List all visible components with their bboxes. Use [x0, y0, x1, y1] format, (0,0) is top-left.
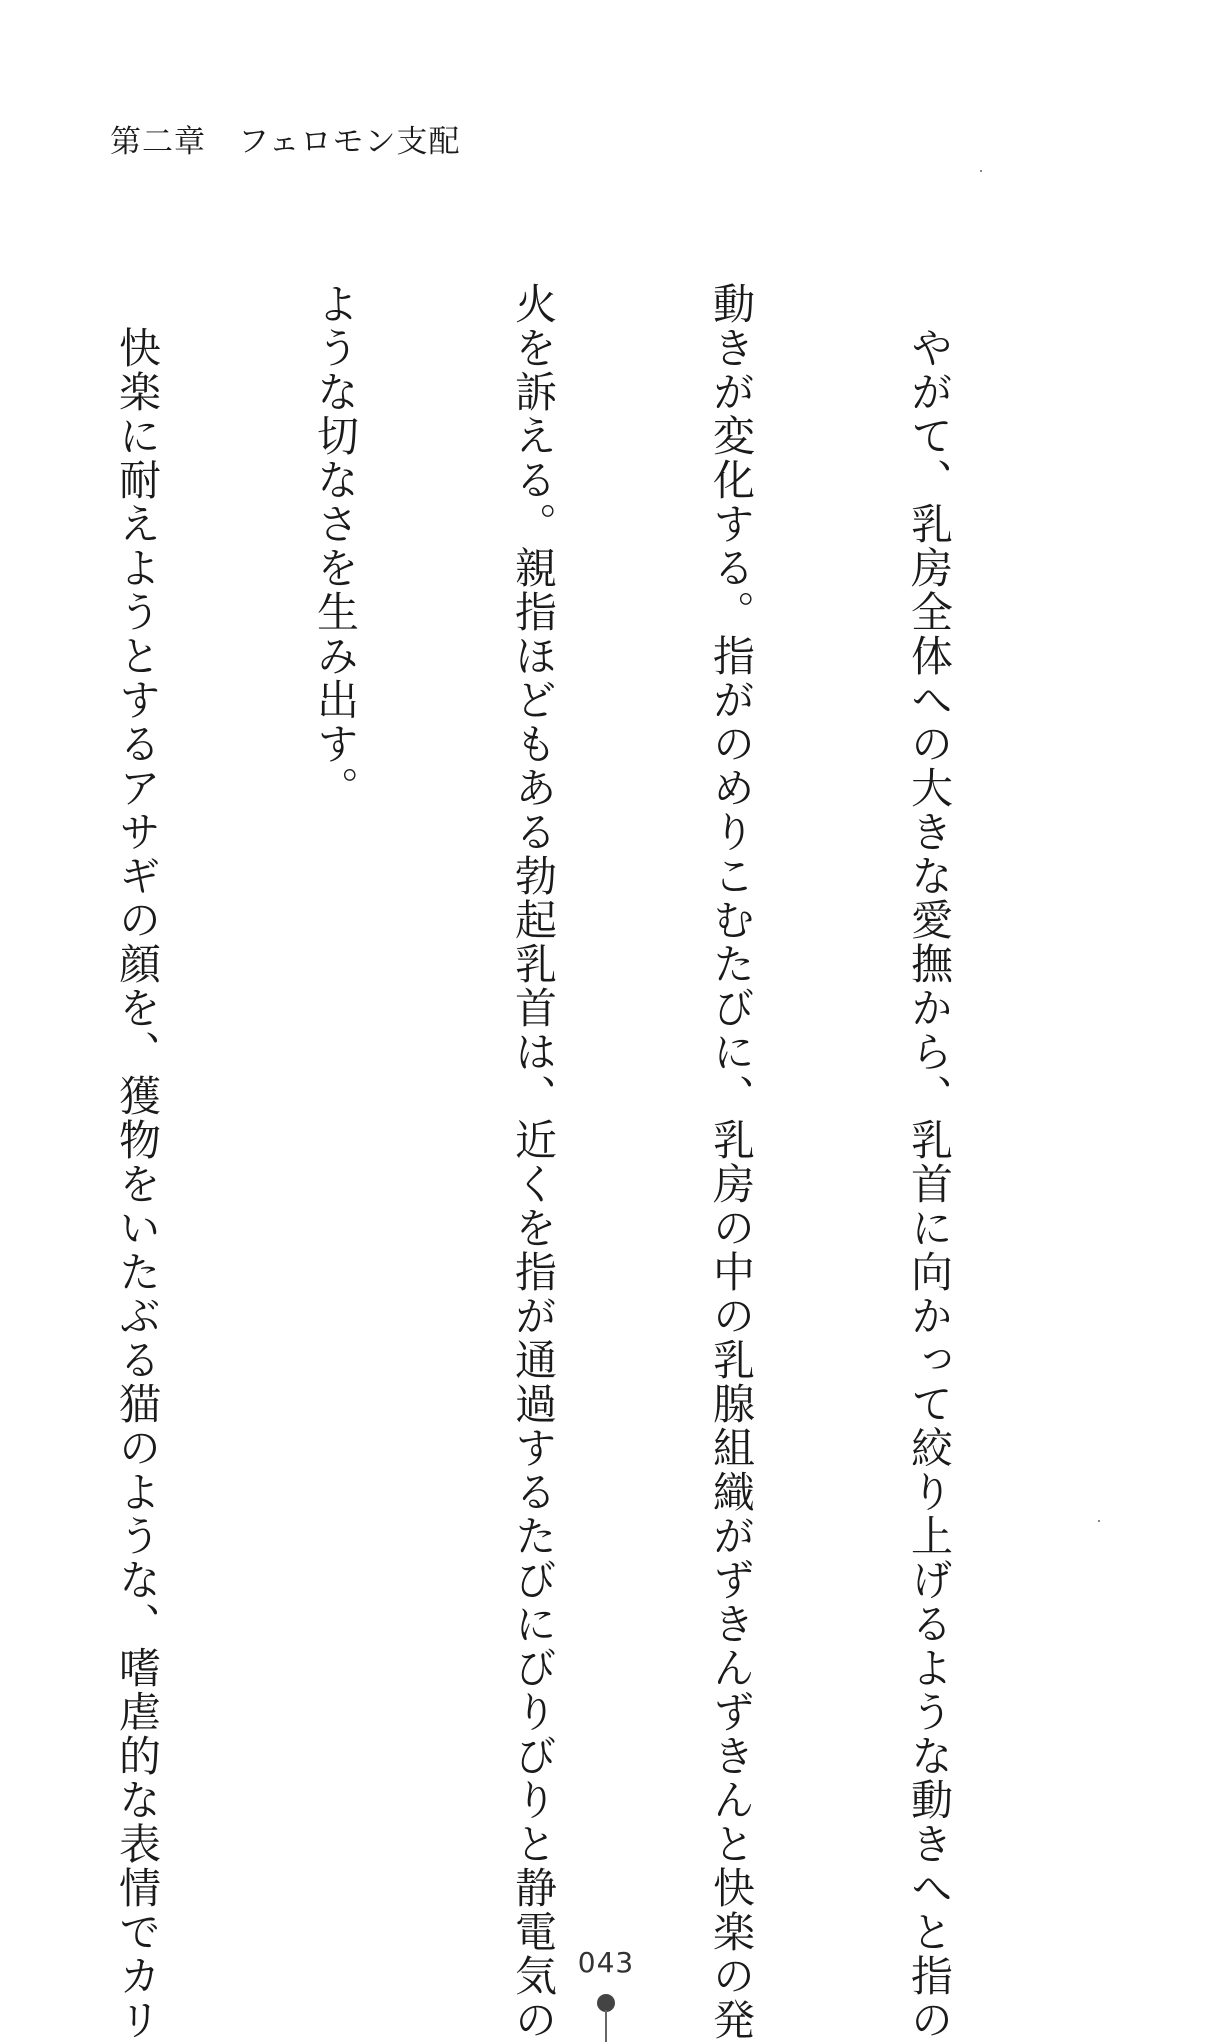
print-speck	[980, 170, 982, 172]
print-speck	[1098, 1520, 1100, 1522]
text-line: 快楽に耐えようとするアサギの顔を、獲物をいたぶる猫のような、嗜虐的な表情でカリ	[113, 282, 162, 2042]
text-line: 動きが変化する。指がのめりこむたびに、乳房の中の乳腺組織がずきんずきんと快楽の発	[707, 282, 756, 2042]
text-line: 火を訴える。親指ほどもある勃起乳首は、近くを指が通過するたびにびりびりと静電気の	[509, 282, 558, 2042]
text-line: ような切なさを生み出す。	[311, 282, 360, 810]
page-number: 043	[577, 1946, 635, 1979]
chapter-header: 第二章 フェロモン支配	[110, 124, 461, 160]
text-line: やがて、乳房全体への大きな愛撫から、乳首に向かって絞り上げるような動きへと指の	[905, 282, 954, 2042]
page-marker-icon	[596, 1994, 616, 2042]
page-marker-stem	[605, 2010, 607, 2042]
